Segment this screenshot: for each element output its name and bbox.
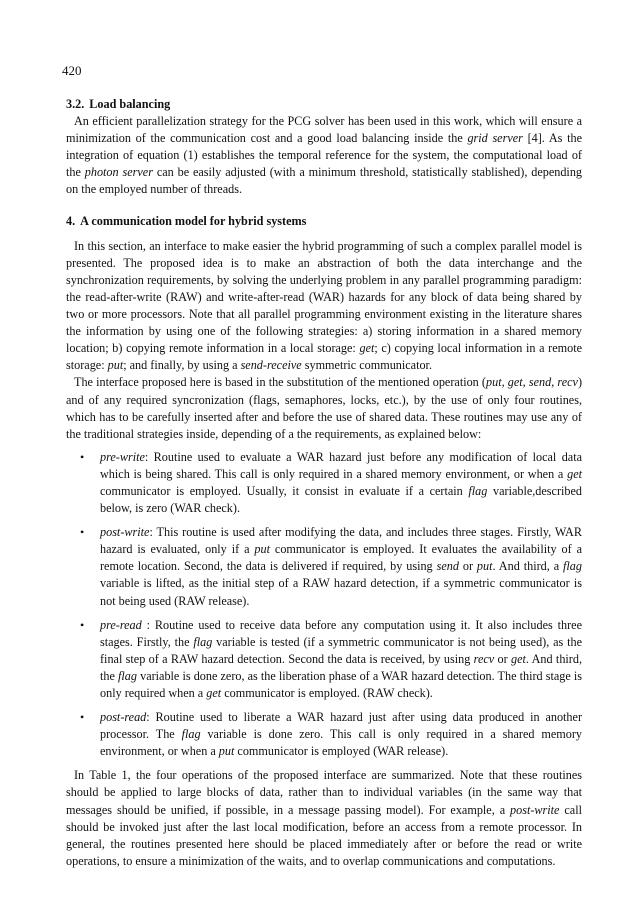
text-run: variable is done zero, as the liberation phase of a WAR hazard detection. The third stage is only required when a	[100, 668, 583, 700]
text-run: or	[494, 651, 512, 666]
bullet-icon: •	[80, 525, 85, 540]
text-run: symmetric communicator.	[301, 358, 432, 373]
list-item-pre-read	[80, 617, 582, 702]
text-run: variable is done zero. This call is only required in a shared memory environment, or when a	[100, 727, 582, 759]
emphasis: put, get, send, recv	[486, 375, 578, 390]
paragraph-interface	[66, 374, 582, 442]
section-title: Load balancing	[89, 97, 171, 111]
paragraph-load-balancing	[66, 113, 582, 198]
emphasis: photon server	[84, 165, 153, 180]
section-number: 4.	[66, 213, 76, 228]
paragraph-intro	[66, 238, 582, 375]
emphasis: put	[107, 358, 124, 373]
text-run: : This routine is used after modifying the data, and includes three stages. Firstly, WAR hazard is evaluated, only if a	[100, 525, 582, 557]
emphasis: flag	[468, 483, 488, 498]
text-run: or	[458, 559, 477, 574]
emphasis: flag	[563, 559, 582, 574]
text-run: In this section, an interface to make easier the hybrid programming of such a complex parallel model is presented. The proposed idea is to make an abstraction of both the data interchange and the synchronization requirements, by solving the underlying problem in any parallel programming paradigm: the read-after-write (RAW) and write-after-read (WAR) hazards for any block of data being shared by two or more processors. Note that all parallel programming environment existing in the literature shares the information by using one of the following strategies: a) storing information in a shared memory location; b) copying remote information in a local storage:	[66, 238, 582, 356]
emphasis: recv	[473, 651, 495, 666]
list-item-post-read	[80, 709, 582, 760]
text-run: ; c) copying local information in a remote storage:	[66, 341, 582, 373]
bullet-icon: •	[80, 617, 85, 632]
emphasis: put	[254, 542, 270, 557]
text-run: [4]. As the integration of equation (1) establishes the temporal reference for the system, the computational load of the	[66, 131, 582, 180]
text-run: : Routine used to evaluate a WAR hazard just before any modification of local data which is being shared. This call is only required in a shared memory environment, or when a	[100, 449, 582, 481]
term: pre-write	[100, 449, 145, 464]
routine-list	[66, 449, 582, 761]
section-heading-3-2	[66, 96, 582, 113]
text-run: In Table 1, the four operations of the proposed interface are summarized. Note that these routines should be applied to large blocks of data, rather than to individual variables (in the same way that messages should be unified, if possible, in a message passing model). For example, a	[66, 768, 582, 817]
emphasis: put	[218, 744, 235, 759]
term: post-write	[100, 525, 150, 540]
bullet-icon: •	[80, 449, 85, 464]
text-run: variable is tested (if a symmetric communicator is not being used), as the final step of a RAW hazard detection. Second the data is received, by using	[100, 634, 582, 666]
emphasis: get	[206, 686, 222, 700]
emphasis: get	[511, 651, 526, 666]
list-item-post-write	[80, 524, 582, 609]
emphasis: flag	[118, 668, 137, 683]
text-run: The interface proposed here is based in the substitution of the mentioned operation (	[74, 375, 486, 390]
emphasis: post-write	[510, 802, 560, 817]
text-run: communicator is employed. (RAW check).	[221, 686, 433, 700]
text-run: communicator is employed. Usually, it consist in evaluate if a certain	[100, 483, 469, 498]
section-number: 3.2.	[66, 97, 85, 111]
text-run: : Routine used to liberate a WAR hazard just after using data produced in another processor. The	[100, 710, 582, 742]
text-run: ; and finally, by using a	[123, 358, 241, 373]
paragraph-summary	[66, 767, 582, 870]
text-run: variable is lifted, as the initial step of a RAW hazard detection, if a symmetric communicator is not being used (RAW release).	[100, 576, 582, 608]
text-run: can be easily adjusted (with a minimum threshold, statistically stablished), depending on the employed number of threads.	[66, 165, 583, 197]
emphasis: flag	[181, 727, 201, 742]
text-run: . And third, the	[100, 651, 582, 683]
text-run: call should be invoked just after the last local modification, before an access from a remote processor. In general, the routines presented here should be placed immediately after or before the read or write operations, to ensure a minimization of the waits, and to overlap communications and computations.	[66, 802, 582, 868]
emphasis: send	[436, 559, 459, 574]
section-title: A communication model for hybrid systems	[80, 213, 307, 228]
term: post-read	[100, 710, 147, 725]
text-run: variable,described below, is zero (WAR check).	[100, 483, 582, 516]
emphasis: send-receive	[240, 358, 302, 373]
page-body	[66, 96, 582, 870]
emphasis: get	[567, 466, 582, 481]
term: pre-read	[100, 617, 142, 632]
text-run: : Routine used to receive data before any computation using it. It also includes three stages. Firstly, the	[100, 617, 582, 649]
text-run: communicator is employed (WAR release).	[234, 744, 449, 759]
section-heading-4	[66, 213, 582, 230]
emphasis: get	[359, 341, 375, 356]
list-item-pre-write	[80, 449, 582, 517]
page-number: 420	[62, 63, 82, 78]
emphasis: put	[476, 559, 493, 574]
text-run: ) and of any required syncronization (flags, semaphores, locks, etc.), by the use of only four routines, which has to be carefully inserted after and before the use of shared data. These routines may use any of the traditional strategies inside, depending of a the requirements, as explained below:	[66, 375, 583, 441]
text-run: . And third, a	[492, 559, 564, 574]
emphasis: grid server	[467, 131, 523, 146]
text-run: communicator is employed. It evaluates the availability of a remote location. Second, the data is delivered if required, by using	[100, 542, 582, 574]
emphasis: flag	[193, 634, 213, 649]
text-run: An efficient parallelization strategy for the PCG solver has been used in this work, which will ensure a minimization of the communication cost and a good load balancing inside the	[66, 114, 582, 146]
bullet-icon: •	[80, 710, 85, 725]
